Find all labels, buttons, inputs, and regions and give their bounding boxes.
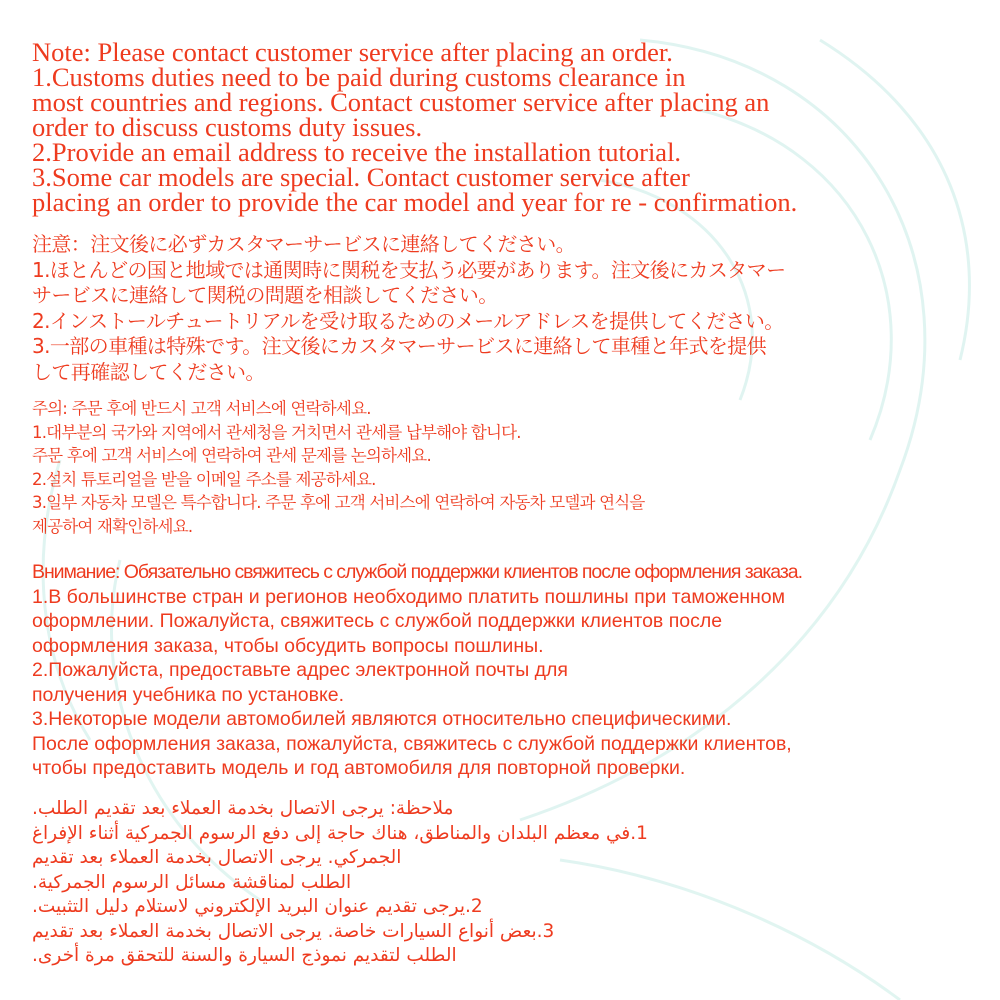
russian-line: 2.Пожалуйста, предоставьте адрес электронной почты для: [32, 659, 568, 681]
russian-line: получения учебника по установке.: [32, 683, 344, 706]
korean-line: 주문 후에 고객 서비스에 연락하여 관세 문제를 논의하세요.: [32, 446, 431, 465]
arabic-line: ملاحظة: يرجى الاتصال بخدمة العملاء بعد تقديم الطلب.: [32, 798, 454, 819]
english-notice: [32, 37, 982, 217]
russian-line: После оформления заказа, пожалуйста, свяжитесь с службой поддержки клиентов,: [32, 732, 792, 755]
russian-notice: [32, 560, 982, 781]
english-line: order to discuss customs duty issues.: [32, 112, 423, 142]
english-line: 2.Provide an email address to receive the installation tutorial.: [32, 137, 682, 167]
japanese-notice: [32, 232, 982, 385]
arabic-line: الطلب لتقديم نموذج السيارة والسنة للتحقق مرة أخرى.: [32, 945, 457, 966]
russian-line: оформлении. Пожалуйста, свяжитесь с службой поддержки клиентов после: [32, 610, 723, 632]
korean-line: 3.일부 자동차 모델은 특수합니다. 주문 후에 고객 서비스에 연락하여 자동차 모델과 연식을: [32, 493, 645, 512]
russian-line: оформления заказа, чтобы обсудить вопросы пошлины.: [32, 634, 544, 657]
english-line: 3.Some car models are special. Contact customer service after: [32, 162, 690, 192]
korean-notice: [32, 397, 982, 538]
japanese-line: 注意：注文後に必ずカスタマーサービスに連絡してください。: [32, 232, 575, 256]
russian-line: 3.Некоторые модели автомобилей являются относительно специфическими.: [32, 708, 732, 730]
arabic-line: 1.في معظم البلدان والمناطق، هناك حاجة إلى دفع الرسوم الجمركية أثناء الإفراغ: [32, 822, 648, 844]
english-line: 1.Customs duties need to be paid during customs clearance in: [32, 62, 686, 92]
korean-line: 주의: 주문 후에 반드시 고객 서비스에 연락하세요.: [32, 399, 371, 418]
japanese-line: 2.インストールチュートリアルを受け取るためのメールアドレスを提供してください。: [32, 308, 784, 333]
arabic-line: الجمركي. يرجى الاتصال بخدمة العملاء بعد تقديم: [32, 847, 402, 868]
russian-line: 1.В большинстве стран и регионов необходимо платить пошлины при таможенном: [32, 585, 786, 608]
japanese-line: 3.一部の車種は特殊です。注文後にカスタマーサービスに連絡して車種と年式を提供: [32, 334, 767, 358]
japanese-line: して再確認してください。: [32, 359, 265, 384]
english-line: placing an order to provide the car model and year for re - confirmation.: [32, 187, 798, 217]
korean-line: 1.대부분의 국가와 지역에서 관세청을 거치면서 관세를 납부해야 합니다.: [32, 422, 521, 442]
japanese-line: サービスに連絡して関税の問題を相談してください。: [32, 283, 498, 307]
russian-heading: Внимание: Обязательно свяжитесь с службой поддержки клиентов после оформления заказа.: [32, 561, 802, 583]
korean-line: 2.설치 튜토리얼을 받을 이메일 주소를 제공하세요.: [32, 469, 376, 489]
korean-line: 제공하여 재확인하세요.: [32, 516, 193, 536]
english-line: Note: Please contact customer service after placing an order.: [32, 37, 673, 67]
arabic-line: 3.بعض أنواع السيارات خاصة. يرجى الاتصال بخدمة العملاء بعد تقديم: [32, 920, 555, 942]
arabic-notice: [32, 797, 982, 969]
arabic-line: الطلب لمناقشة مسائل الرسوم الجمركية.: [32, 871, 352, 893]
japanese-line: 1.ほとんどの国と地域では通関時に関税を支払う必要があります。注文後にカスタマー: [32, 257, 786, 282]
english-line: most countries and regions. Contact customer service after placing an: [32, 87, 770, 117]
arabic-line: 2.يرجى تقديم عنوان البريد الإلكتروني لاستلام دليل التثبيت.: [32, 896, 483, 917]
russian-line: чтобы предоставить модель и год автомобиля для повторной проверки.: [32, 757, 686, 779]
